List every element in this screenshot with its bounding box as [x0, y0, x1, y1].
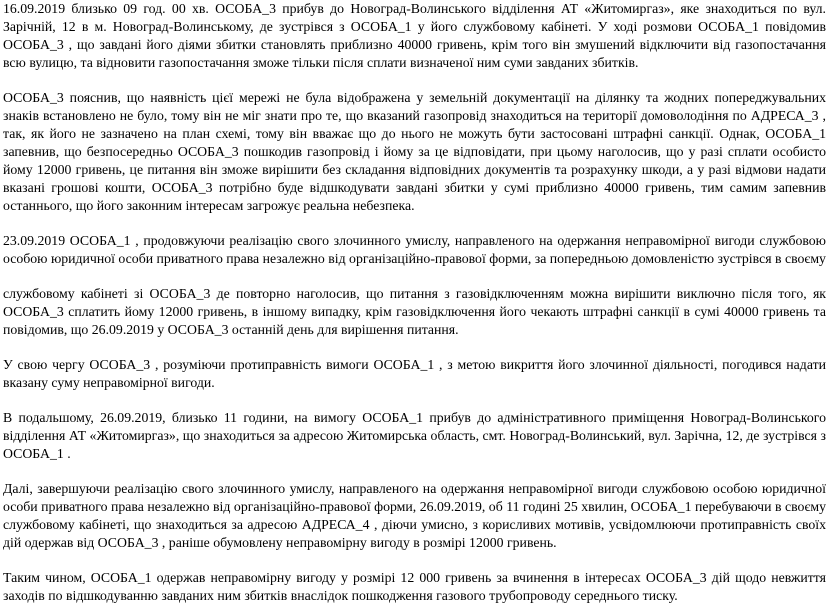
paragraph-conclusion: Таким чином, ОСОБА_1 одержав неправомірну вигоду у розмірі 12 000 гривень за вчинення в інтересах ОСОБА_3 дій щодо невжиття заходів по відшкодуванню завданих ним збитків внаслідок пошкодження газового трубопроводу середнього тиску. — [3, 570, 826, 603]
paragraph-meeting-16-09: 16.09.2019 близько 09 год. 00 хв. ОСОБА_3 прибув до Новоград-Волинського відділення АТ «Житомиргаз», яке знаходиться по вул. Зарічній, 12 в м. Новоград-Волинському, де зустрівся з ОСОБА_1 у його службовому кабінеті. У ході розмови ОСОБА_1 повідомив ОСОБА_3 , що завдані його діями збитки становлять приблизно 40000 гривень, крім того він змушений відключити від газопостачання всю вулицю, та відновити газопостачання зможе тільки після сплати визначеної ним суми завданих збитків. — [3, 1, 826, 70]
paragraph-explanation: ОСОБА_3 пояснив, що наявність цієї мережі не була відображена у земельній документації на ділянку та жодних попереджувальних знаків встановлено не було, тому він не міг знати про те, що вказаний газопровід знаходиться на території домоволодіння по АДРЕСА_3 , так, як його не зазначено на план схемі, тому він вважає що до нього не можуть бути застосовані штрафні санкції. Однак, ОСОБА_1 запевнив, що безпосередньо ОСОБА_3 пошкодив газопровід і йому за це відповідати, при цьому наголосив, що у разі сплати особисто йому 12000 гривень, це питання він зможе вирішити без складання відповідних документів та розрахунку шкоди, а у разі відмови надати вказані грошові кошти, ОСОБА_3 потрібно буде відшкодувати завдані збитки у сумі приблизно 40000 гривень, тим самим запевнив останнього, що його законним інтересам загрожує реальна небезпека. — [3, 90, 826, 213]
paragraph-bribe-received: Далі, завершуючи реалізацію свого злочинного умислу, направленого на одержання неправомірної вигоди службовою особою юридичної особи приватного права незалежно від організаційно-правової форми, 26.09.2019, об 11 годині 25 хвилин, ОСОБА_1 перебуваючи в своєму службовому кабінеті, що знаходиться за адресою АДРЕСА_4 , діючи умисно, з корисливих мотивів, усвідомлюючи протиправність своїх дій одержав від ОСОБА_3 , раніше обумовлену неправомірну вигоду в розмірі 12000 гривень. — [3, 481, 826, 550]
paragraph-office-continuation: службовому кабінеті зі ОСОБА_3 де повторно наголосив, що питання з газовідключенням можна вирішити виключно після того, як ОСОБА_3 сплатить йому 12000 гривень, в іншому випадку, крім газовідключення його чекають штрафні санкції в сумі 40000 гривень та повідомив, що 26.09.2019 у ОСОБА_3 останній день для вирішення питання. — [3, 286, 826, 337]
paragraph-arrival-26-09: В подальшому, 26.09.2019, близько 11 години, на вимогу ОСОБА_1 прибув до адміністративного приміщення Новоград-Волинського відділення АТ «Житомиргаз», що знаходиться за адресою Житомирська область, смт. Новоград-Волинський, вул. Зарічна, 12, де зустрівся з ОСОБА_1 . — [3, 410, 826, 461]
paragraph-meeting-23-09: 23.09.2019 ОСОБА_1 , продовжуючи реалізацію свого злочинного умислу, направленого на одержання неправомірної вигоди службовою особою юридичної особи приватного права незалежно від організаційно-правової форми, за попередньою домовленістю зустрівся в своєму — [3, 233, 826, 266]
paragraph-agreement: У свою чергу ОСОБА_3 , розуміючи протиправність вимоги ОСОБА_1 , з метою викриття його злочинної діяльності, погодився надати вказану суму неправомірної вигоди. — [3, 357, 826, 390]
